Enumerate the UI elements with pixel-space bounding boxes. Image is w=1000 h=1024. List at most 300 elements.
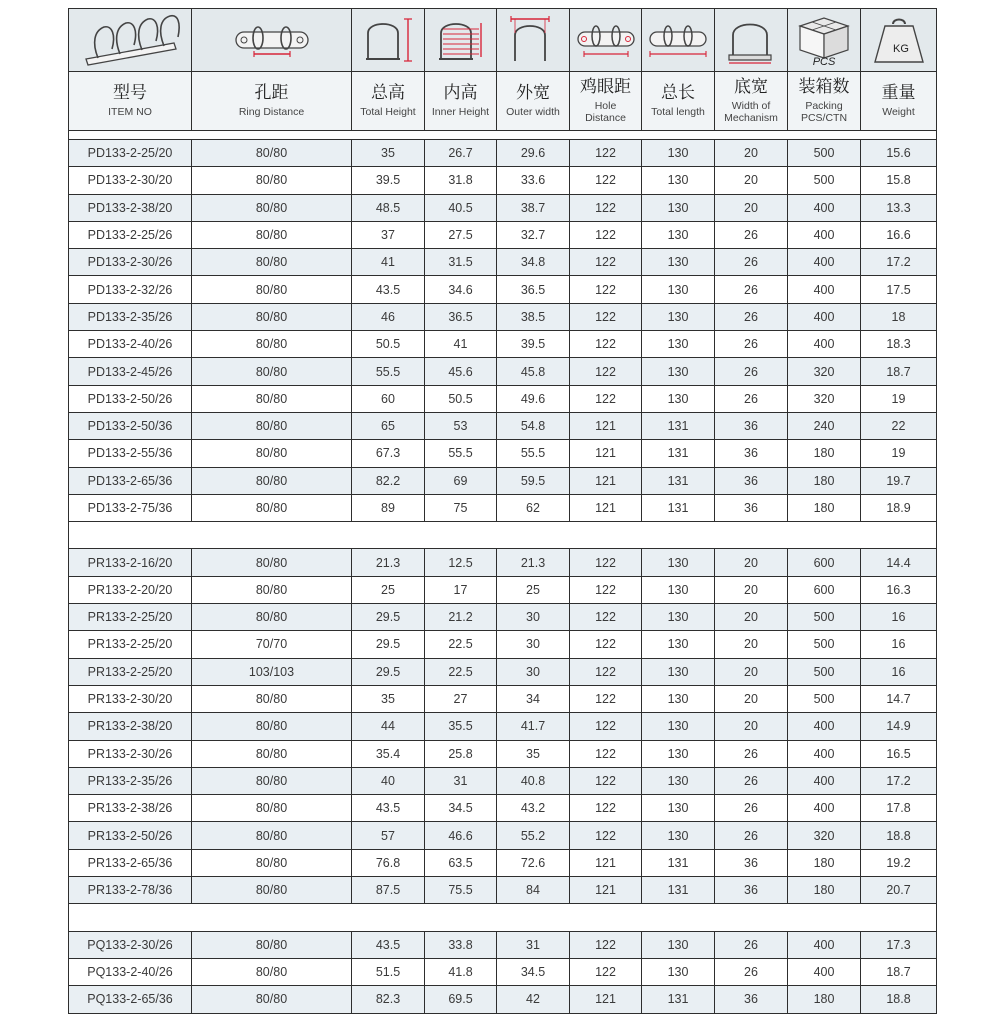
cell-packing: 180 bbox=[788, 440, 861, 467]
cell-total-length: 130 bbox=[642, 194, 715, 221]
cell-total-height: 43.5 bbox=[352, 931, 425, 958]
cell-total-length: 130 bbox=[642, 795, 715, 822]
cell-hole-distance: 122 bbox=[570, 658, 642, 685]
cell-mechanism-width: 20 bbox=[715, 167, 788, 194]
cell-ring-distance: 80/80 bbox=[192, 167, 352, 194]
cell-item-no: PR133-2-30/26 bbox=[69, 740, 192, 767]
weight-icon bbox=[861, 9, 937, 72]
header-packing bbox=[788, 72, 861, 131]
cell-packing: 500 bbox=[788, 631, 861, 658]
cell-mechanism-width: 26 bbox=[715, 331, 788, 358]
cell-ring-distance: 80/80 bbox=[192, 331, 352, 358]
cell-ring-distance: 80/80 bbox=[192, 549, 352, 576]
cell-total-height: 25 bbox=[352, 576, 425, 603]
header-item-no-zh: 型号 bbox=[113, 83, 147, 104]
cell-hole-distance: 121 bbox=[570, 986, 642, 1013]
cell-total-height: 44 bbox=[352, 713, 425, 740]
cell-outer-width: 30 bbox=[497, 658, 570, 685]
cell-total-length: 130 bbox=[642, 276, 715, 303]
cell-total-height: 51.5 bbox=[352, 958, 425, 985]
cell-mechanism-width: 20 bbox=[715, 576, 788, 603]
cell-inner-height: 31 bbox=[425, 767, 497, 794]
header-packing-zh: 装箱数 bbox=[798, 77, 850, 98]
table-row bbox=[69, 740, 937, 767]
cell-item-no: PD133-2-25/20 bbox=[69, 140, 192, 167]
group-separator bbox=[69, 522, 937, 549]
cell-weight: 17.2 bbox=[861, 767, 937, 794]
cell-ring-distance: 80/80 bbox=[192, 194, 352, 221]
cell-hole-distance: 122 bbox=[570, 385, 642, 412]
cell-outer-width: 41.7 bbox=[497, 713, 570, 740]
cell-ring-distance: 80/80 bbox=[192, 358, 352, 385]
cell-total-length: 130 bbox=[642, 685, 715, 712]
cell-outer-width: 42 bbox=[497, 986, 570, 1013]
cell-item-no: PD133-2-50/26 bbox=[69, 385, 192, 412]
cell-mechanism-width: 36 bbox=[715, 877, 788, 904]
cell-hole-distance: 121 bbox=[570, 494, 642, 521]
cell-packing: 180 bbox=[788, 849, 861, 876]
cell-mechanism-width: 20 bbox=[715, 685, 788, 712]
cell-packing: 500 bbox=[788, 140, 861, 167]
cell-weight: 17.2 bbox=[861, 249, 937, 276]
table-row bbox=[69, 140, 937, 167]
cell-hole-distance: 122 bbox=[570, 740, 642, 767]
cell-inner-height: 41 bbox=[425, 331, 497, 358]
header-total-length-zh: 总长 bbox=[661, 83, 695, 104]
cell-inner-height: 46.6 bbox=[425, 822, 497, 849]
cell-item-no: PD133-2-25/26 bbox=[69, 221, 192, 248]
cell-hole-distance: 121 bbox=[570, 440, 642, 467]
cell-ring-distance: 80/80 bbox=[192, 931, 352, 958]
cell-weight: 14.4 bbox=[861, 549, 937, 576]
cell-packing: 180 bbox=[788, 986, 861, 1013]
cell-weight: 18 bbox=[861, 303, 937, 330]
ring-binder-mechanism-icon bbox=[69, 9, 192, 72]
cell-outer-width: 34.5 bbox=[497, 958, 570, 985]
cell-inner-height: 26.7 bbox=[425, 140, 497, 167]
cell-mechanism-width: 20 bbox=[715, 140, 788, 167]
cell-item-no: PD133-2-55/36 bbox=[69, 440, 192, 467]
header-packing-en: Packing bbox=[805, 99, 843, 112]
cell-total-length: 130 bbox=[642, 604, 715, 631]
cell-outer-width: 39.5 bbox=[497, 331, 570, 358]
cell-hole-distance: 122 bbox=[570, 767, 642, 794]
cell-packing: 500 bbox=[788, 167, 861, 194]
cell-ring-distance: 80/80 bbox=[192, 440, 352, 467]
cell-mechanism-width: 20 bbox=[715, 713, 788, 740]
cell-inner-height: 75 bbox=[425, 494, 497, 521]
cell-total-length: 131 bbox=[642, 849, 715, 876]
header-mechanism-width-en: Width of bbox=[731, 99, 771, 112]
cell-item-no: PD133-2-30/26 bbox=[69, 249, 192, 276]
cell-mechanism-width: 26 bbox=[715, 276, 788, 303]
cell-hole-distance: 122 bbox=[570, 549, 642, 576]
cell-total-length: 131 bbox=[642, 494, 715, 521]
cell-item-no: PR133-2-38/20 bbox=[69, 713, 192, 740]
cell-inner-height: 12.5 bbox=[425, 549, 497, 576]
cell-total-height: 40 bbox=[352, 767, 425, 794]
cell-ring-distance: 80/80 bbox=[192, 795, 352, 822]
cell-total-height: 82.2 bbox=[352, 467, 425, 494]
cell-total-length: 131 bbox=[642, 412, 715, 439]
cell-total-length: 130 bbox=[642, 358, 715, 385]
cell-ring-distance: 80/80 bbox=[192, 412, 352, 439]
cell-mechanism-width: 36 bbox=[715, 412, 788, 439]
cell-mechanism-width: 20 bbox=[715, 631, 788, 658]
cell-inner-height: 41.8 bbox=[425, 958, 497, 985]
cell-hole-distance: 122 bbox=[570, 167, 642, 194]
ring-distance-icon bbox=[192, 9, 352, 72]
table-row bbox=[69, 604, 937, 631]
cell-hole-distance: 121 bbox=[570, 849, 642, 876]
cell-weight: 19 bbox=[861, 440, 937, 467]
cell-ring-distance: 80/80 bbox=[192, 276, 352, 303]
cell-hole-distance: 122 bbox=[570, 576, 642, 603]
cell-ring-distance: 80/80 bbox=[192, 140, 352, 167]
cell-weight: 19.2 bbox=[861, 849, 937, 876]
column-header-row bbox=[69, 72, 937, 131]
cell-hole-distance: 121 bbox=[570, 467, 642, 494]
cell-total-height: 35 bbox=[352, 685, 425, 712]
cell-total-height: 21.3 bbox=[352, 549, 425, 576]
cell-weight: 17.3 bbox=[861, 931, 937, 958]
table-row bbox=[69, 986, 937, 1013]
cell-packing: 180 bbox=[788, 467, 861, 494]
cell-mechanism-width: 20 bbox=[715, 604, 788, 631]
cell-total-length: 130 bbox=[642, 221, 715, 248]
cell-hole-distance: 122 bbox=[570, 631, 642, 658]
spec-sheet bbox=[68, 8, 936, 1014]
cell-mechanism-width: 36 bbox=[715, 467, 788, 494]
cell-mechanism-width: 26 bbox=[715, 767, 788, 794]
cell-weight: 22 bbox=[861, 412, 937, 439]
cell-item-no: PD133-2-38/20 bbox=[69, 194, 192, 221]
header-total-length-en: Total length bbox=[651, 105, 705, 118]
cell-total-height: 35.4 bbox=[352, 740, 425, 767]
cell-mechanism-width: 20 bbox=[715, 194, 788, 221]
cell-hole-distance: 122 bbox=[570, 358, 642, 385]
header-inner-height bbox=[425, 72, 497, 131]
cell-weight: 18.7 bbox=[861, 958, 937, 985]
header-hole-distance-zh: 鸡眼距 bbox=[580, 77, 631, 98]
cell-total-height: 48.5 bbox=[352, 194, 425, 221]
cell-weight: 14.9 bbox=[861, 713, 937, 740]
cell-weight: 17.5 bbox=[861, 276, 937, 303]
icon-row bbox=[69, 9, 937, 72]
cell-item-no: PR133-2-38/26 bbox=[69, 795, 192, 822]
cell-inner-height: 33.8 bbox=[425, 931, 497, 958]
table-row bbox=[69, 576, 937, 603]
cell-hole-distance: 122 bbox=[570, 249, 642, 276]
cell-total-height: 67.3 bbox=[352, 440, 425, 467]
table-row bbox=[69, 822, 937, 849]
cell-packing: 400 bbox=[788, 795, 861, 822]
cell-outer-width: 34 bbox=[497, 685, 570, 712]
cell-mechanism-width: 26 bbox=[715, 221, 788, 248]
cell-hole-distance: 121 bbox=[570, 877, 642, 904]
cell-total-length: 130 bbox=[642, 767, 715, 794]
cell-outer-width: 38.5 bbox=[497, 303, 570, 330]
cell-inner-height: 53 bbox=[425, 412, 497, 439]
cell-total-length: 130 bbox=[642, 631, 715, 658]
table-row bbox=[69, 385, 937, 412]
cell-ring-distance: 70/70 bbox=[192, 631, 352, 658]
kg-label: KG bbox=[892, 43, 909, 55]
header-total-height bbox=[352, 72, 425, 131]
cell-weight: 20.7 bbox=[861, 877, 937, 904]
header-inner-height-zh: 内高 bbox=[443, 83, 478, 104]
header-packing-en2: PCS/CTN bbox=[800, 111, 848, 124]
cell-ring-distance: 80/80 bbox=[192, 685, 352, 712]
cell-mechanism-width: 26 bbox=[715, 249, 788, 276]
table-row bbox=[69, 795, 937, 822]
cell-item-no: PR133-2-78/36 bbox=[69, 877, 192, 904]
cell-mechanism-width: 36 bbox=[715, 849, 788, 876]
cell-total-length: 130 bbox=[642, 658, 715, 685]
table-row bbox=[69, 276, 937, 303]
cell-hole-distance: 122 bbox=[570, 276, 642, 303]
table-row bbox=[69, 631, 937, 658]
inner-height-icon bbox=[425, 9, 497, 72]
cell-total-height: 65 bbox=[352, 412, 425, 439]
header-item-no bbox=[69, 72, 192, 131]
cell-outer-width: 32.7 bbox=[497, 221, 570, 248]
mechanism-width-icon bbox=[715, 9, 788, 72]
cell-weight: 18.8 bbox=[861, 822, 937, 849]
header-ring-distance-zh: 孔距 bbox=[254, 83, 289, 104]
cell-total-height: 89 bbox=[352, 494, 425, 521]
cell-packing: 400 bbox=[788, 249, 861, 276]
cell-inner-height: 75.5 bbox=[425, 877, 497, 904]
cell-mechanism-width: 26 bbox=[715, 958, 788, 985]
cell-total-length: 131 bbox=[642, 877, 715, 904]
cell-outer-width: 55.5 bbox=[497, 440, 570, 467]
cell-ring-distance: 80/80 bbox=[192, 958, 352, 985]
cell-inner-height: 34.5 bbox=[425, 795, 497, 822]
spec-table bbox=[68, 8, 937, 1014]
cell-total-length: 130 bbox=[642, 331, 715, 358]
cell-packing: 400 bbox=[788, 713, 861, 740]
cell-mechanism-width: 26 bbox=[715, 303, 788, 330]
cell-total-height: 39.5 bbox=[352, 167, 425, 194]
cell-outer-width: 21.3 bbox=[497, 549, 570, 576]
cell-outer-width: 72.6 bbox=[497, 849, 570, 876]
cell-weight: 16 bbox=[861, 658, 937, 685]
cell-outer-width: 84 bbox=[497, 877, 570, 904]
cell-item-no: PR133-2-65/36 bbox=[69, 849, 192, 876]
cell-inner-height: 69.5 bbox=[425, 986, 497, 1013]
cell-hole-distance: 121 bbox=[570, 412, 642, 439]
cell-outer-width: 33.6 bbox=[497, 167, 570, 194]
total-height-icon bbox=[352, 9, 425, 72]
cell-inner-height: 17 bbox=[425, 576, 497, 603]
header-spacer bbox=[69, 131, 937, 140]
cell-item-no: PR133-2-20/20 bbox=[69, 576, 192, 603]
table-row bbox=[69, 685, 937, 712]
cell-item-no: PD133-2-30/20 bbox=[69, 167, 192, 194]
cell-total-length: 131 bbox=[642, 440, 715, 467]
cell-inner-height: 25.8 bbox=[425, 740, 497, 767]
cell-packing: 400 bbox=[788, 767, 861, 794]
cell-packing: 320 bbox=[788, 385, 861, 412]
cell-weight: 16.3 bbox=[861, 576, 937, 603]
cell-weight: 15.6 bbox=[861, 140, 937, 167]
cell-total-height: 55.5 bbox=[352, 358, 425, 385]
cell-total-height: 29.5 bbox=[352, 604, 425, 631]
group-separator-cell bbox=[69, 522, 937, 549]
cell-item-no: PD133-2-40/26 bbox=[69, 331, 192, 358]
cell-hole-distance: 122 bbox=[570, 331, 642, 358]
header-total-height-zh: 总高 bbox=[371, 83, 405, 104]
cell-item-no: PR133-2-25/20 bbox=[69, 631, 192, 658]
cell-weight: 19.7 bbox=[861, 467, 937, 494]
cell-item-no: PR133-2-35/26 bbox=[69, 767, 192, 794]
table-row bbox=[69, 412, 937, 439]
cell-item-no: PR133-2-16/20 bbox=[69, 549, 192, 576]
cell-packing: 320 bbox=[788, 358, 861, 385]
cell-packing: 400 bbox=[788, 331, 861, 358]
cell-mechanism-width: 20 bbox=[715, 658, 788, 685]
cell-weight: 13.3 bbox=[861, 194, 937, 221]
cell-mechanism-width: 26 bbox=[715, 385, 788, 412]
cell-mechanism-width: 20 bbox=[715, 549, 788, 576]
cell-mechanism-width: 26 bbox=[715, 931, 788, 958]
cell-inner-height: 55.5 bbox=[425, 440, 497, 467]
cell-total-length: 130 bbox=[642, 740, 715, 767]
cell-outer-width: 49.6 bbox=[497, 385, 570, 412]
cell-total-length: 130 bbox=[642, 958, 715, 985]
cell-ring-distance: 80/80 bbox=[192, 877, 352, 904]
cell-hole-distance: 122 bbox=[570, 958, 642, 985]
header-weight-en: Weight bbox=[882, 105, 915, 118]
cell-packing: 500 bbox=[788, 604, 861, 631]
cell-ring-distance: 80/80 bbox=[192, 494, 352, 521]
cell-weight: 16.5 bbox=[861, 740, 937, 767]
header-hole-distance-en2: Distance bbox=[585, 111, 626, 124]
cell-total-height: 29.5 bbox=[352, 658, 425, 685]
cell-item-no: PD133-2-75/36 bbox=[69, 494, 192, 521]
outer-width-icon bbox=[497, 9, 570, 72]
cell-total-height: 46 bbox=[352, 303, 425, 330]
cell-ring-distance: 80/80 bbox=[192, 576, 352, 603]
cell-ring-distance: 80/80 bbox=[192, 249, 352, 276]
cell-hole-distance: 122 bbox=[570, 303, 642, 330]
header-ring-distance-en: Ring Distance bbox=[238, 105, 305, 118]
cell-total-height: 82.3 bbox=[352, 986, 425, 1013]
cell-weight: 14.7 bbox=[861, 685, 937, 712]
cell-hole-distance: 122 bbox=[570, 795, 642, 822]
cell-total-length: 131 bbox=[642, 986, 715, 1013]
cell-item-no: PR133-2-30/20 bbox=[69, 685, 192, 712]
cell-hole-distance: 122 bbox=[570, 221, 642, 248]
cell-ring-distance: 80/80 bbox=[192, 767, 352, 794]
cell-weight: 18.9 bbox=[861, 494, 937, 521]
cell-total-length: 130 bbox=[642, 549, 715, 576]
cell-ring-distance: 80/80 bbox=[192, 713, 352, 740]
cell-outer-width: 36.5 bbox=[497, 276, 570, 303]
cell-weight: 16 bbox=[861, 604, 937, 631]
group-separator bbox=[69, 904, 937, 931]
cell-ring-distance: 80/80 bbox=[192, 849, 352, 876]
cell-inner-height: 63.5 bbox=[425, 849, 497, 876]
cell-outer-width: 43.2 bbox=[497, 795, 570, 822]
cell-ring-distance: 103/103 bbox=[192, 658, 352, 685]
cell-mechanism-width: 26 bbox=[715, 795, 788, 822]
table-row bbox=[69, 958, 937, 985]
cell-item-no: PQ133-2-40/26 bbox=[69, 958, 192, 985]
table-row bbox=[69, 249, 937, 276]
cell-hole-distance: 122 bbox=[570, 713, 642, 740]
cell-inner-height: 45.6 bbox=[425, 358, 497, 385]
cell-weight: 17.8 bbox=[861, 795, 937, 822]
cell-ring-distance: 80/80 bbox=[192, 822, 352, 849]
cell-packing: 400 bbox=[788, 194, 861, 221]
cell-total-length: 131 bbox=[642, 467, 715, 494]
table-row bbox=[69, 167, 937, 194]
cell-item-no: PR133-2-25/20 bbox=[69, 604, 192, 631]
cell-total-height: 57 bbox=[352, 822, 425, 849]
cell-total-length: 130 bbox=[642, 249, 715, 276]
cell-mechanism-width: 26 bbox=[715, 822, 788, 849]
cell-outer-width: 45.8 bbox=[497, 358, 570, 385]
cell-total-length: 130 bbox=[642, 303, 715, 330]
header-mechanism-width-zh: 底宽 bbox=[734, 77, 768, 98]
cell-outer-width: 34.8 bbox=[497, 249, 570, 276]
hole-distance-icon bbox=[570, 9, 642, 72]
cell-inner-height: 34.6 bbox=[425, 276, 497, 303]
header-ring-distance bbox=[192, 72, 352, 131]
cell-total-height: 37 bbox=[352, 221, 425, 248]
cell-item-no: PD133-2-45/26 bbox=[69, 358, 192, 385]
cell-total-height: 29.5 bbox=[352, 631, 425, 658]
cell-packing: 400 bbox=[788, 221, 861, 248]
cell-inner-height: 22.5 bbox=[425, 631, 497, 658]
cell-weight: 16.6 bbox=[861, 221, 937, 248]
cell-hole-distance: 122 bbox=[570, 604, 642, 631]
cell-outer-width: 40.8 bbox=[497, 767, 570, 794]
table-row bbox=[69, 467, 937, 494]
table-row bbox=[69, 549, 937, 576]
cell-weight: 18.7 bbox=[861, 358, 937, 385]
cell-packing: 180 bbox=[788, 877, 861, 904]
table-row bbox=[69, 358, 937, 385]
cell-total-height: 35 bbox=[352, 140, 425, 167]
cell-hole-distance: 122 bbox=[570, 822, 642, 849]
cell-total-height: 43.5 bbox=[352, 276, 425, 303]
cell-total-height: 87.5 bbox=[352, 877, 425, 904]
table-row bbox=[69, 713, 937, 740]
cell-packing: 600 bbox=[788, 549, 861, 576]
table-row bbox=[69, 331, 937, 358]
cell-packing: 400 bbox=[788, 740, 861, 767]
cell-mechanism-width: 36 bbox=[715, 986, 788, 1013]
cell-inner-height: 40.5 bbox=[425, 194, 497, 221]
header-outer-width-en: Outer width bbox=[506, 105, 560, 118]
cell-weight: 18.3 bbox=[861, 331, 937, 358]
cell-total-length: 130 bbox=[642, 167, 715, 194]
cell-item-no: PR133-2-25/20 bbox=[69, 658, 192, 685]
cell-outer-width: 25 bbox=[497, 576, 570, 603]
cell-item-no: PQ133-2-65/36 bbox=[69, 986, 192, 1013]
cell-total-length: 130 bbox=[642, 385, 715, 412]
cell-total-height: 43.5 bbox=[352, 795, 425, 822]
cell-hole-distance: 122 bbox=[570, 140, 642, 167]
cell-item-no: PD133-2-65/36 bbox=[69, 467, 192, 494]
cell-outer-width: 38.7 bbox=[497, 194, 570, 221]
cell-packing: 400 bbox=[788, 276, 861, 303]
cell-inner-height: 27.5 bbox=[425, 221, 497, 248]
cell-weight: 15.8 bbox=[861, 167, 937, 194]
